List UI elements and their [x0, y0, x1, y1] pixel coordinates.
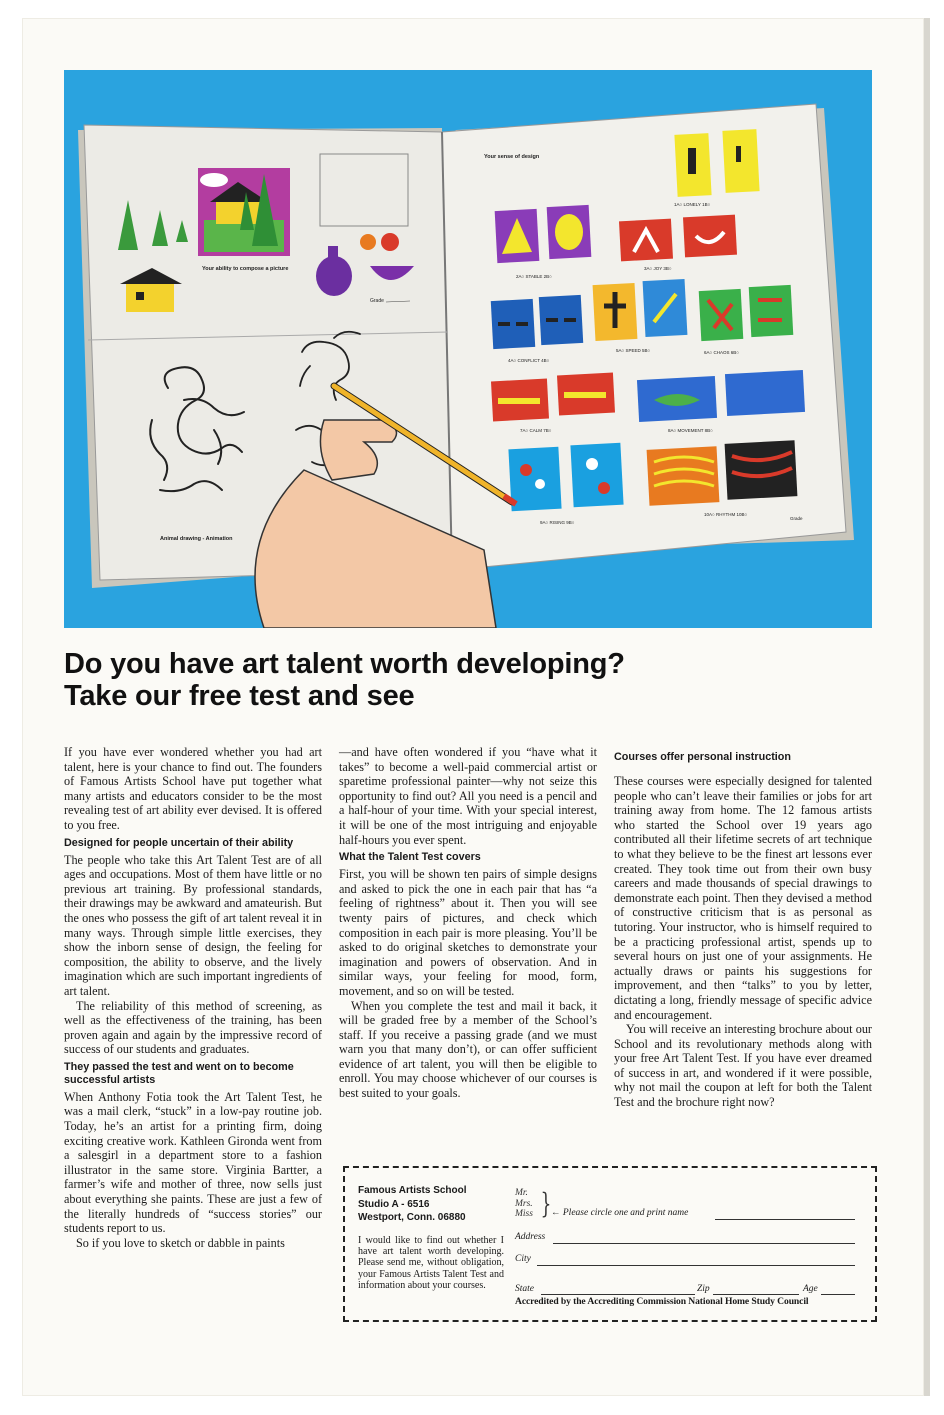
- label-conflict: 4A○ CONFLICT 4B○: [508, 358, 550, 363]
- open-book-drawing: [64, 70, 872, 628]
- state-label: State: [515, 1284, 534, 1294]
- paragraph: —and have often wondered if you “have what it takes” to become a well-paid commercial artist or sparetime professional painter—why not seize this opportunity to find out? All you need is a pencil and a half-hour of your time. With your special interest, it will be one of the most intriguing and enjoyable half-hours you ever spent.: [339, 745, 597, 847]
- paragraph: These courses were especially designed for talented people who can’t leave their families or jobs for art training away from home. The 12 famous artists who started the School over 19 years ago contributed all their lifetime secrets of art technique to what they believe to be the finest art lessons ever created. They took time out from their own busy careers and made thousands of special drawings to demonstrate each point. Then they devised a method of constructive criticism that is as personal as tutoring. Your instructor, who is himself required to be a practicing professional artist, spends up to several hours on just one of your assignments. He actually draws or paints his suggestions for improvement, and then “talks” to you by letter, dictating a long, friendly message of specific advice and encouragement.: [614, 774, 872, 1022]
- studio-number: Studio A - 6516: [358, 1198, 430, 1210]
- city-line[interactable]: [537, 1265, 855, 1266]
- title-mrs[interactable]: Mrs.: [515, 1198, 533, 1209]
- brace-icon: }: [540, 1187, 552, 1220]
- column-3: [614, 745, 872, 1110]
- right-grade-label: Grade: [790, 516, 803, 521]
- paragraph: You will receive an interesting brochure about our School and its revolutionary methods along with your free Art Talent Test. If you have ever dreamed of success in art, and wondered if it were possible, why not mail the coupon at left for both the Talent Test and the brochure right now?: [614, 1022, 872, 1110]
- label-movement: 8A○ MOVEMENT 8B○: [668, 428, 713, 433]
- design-caption: Your sense of design: [484, 154, 540, 160]
- column-2: [339, 745, 597, 1101]
- mail-in-coupon[interactable]: [343, 1166, 877, 1322]
- age-label: Age: [803, 1284, 818, 1294]
- section-heading-successful: They passed the test and went on to become successful artists: [64, 1060, 294, 1086]
- accreditation-note: Accredited by the Accrediting Commission National Home Study Council: [515, 1296, 809, 1307]
- paragraph: When Anthony Fotia took the Art Talent Test, he was a mail clerk, “stuck” in a low-pay routine job. Today, he’s an artist for a printing firm, doing exciting creative work. Kathleen Gironda went from a salesgirl in a department store to a fashion illustrator in the same store. Virginia Bartter, a farmer’s wife and mother of three, now sells just about everything she paints. These are just a few of the literally hundreds of “success stories” our students report to us.: [64, 1089, 322, 1236]
- label-stable: 2A○ STABLE 2B○: [516, 274, 552, 279]
- compose-caption: Your ability to compose a picture: [202, 266, 289, 272]
- intro-paragraph: If you have ever wondered whether you had art talent, here is your chance to find out. The founders of Famous Artists School have put together what many artists and educators consider to be the most revealing test of art ability ever devised. It is offered to you free.: [64, 745, 322, 832]
- paragraph: The people who take this Art Talent Test are of all ages and occupations. Most of them have little or no previous art training. By professional standards, their drawings may be awkward and amateurish. But the ones who possess the gift of art talent reveal it in many ways. Through simple little exercises, they show the inborn sense of design, the feeling for composition, the ability to observe, and the lively imagination which are such important ingredients of art talent.: [64, 852, 322, 998]
- section-heading-uncertain: Designed for people uncertain of their ability: [64, 836, 294, 849]
- zip-line[interactable]: [713, 1294, 799, 1295]
- label-rhythm: 10A○ RHYTHM 10B○: [704, 512, 748, 517]
- section-heading-test-covers: What the Talent Test covers: [339, 851, 481, 864]
- paragraph: The reliability of this method of screening, as well as the effectiveness of the training, has been proven again and again by the impressive record of success of our students and graduates.: [64, 998, 322, 1057]
- circle-instruction: ← Please circle one and print name: [551, 1208, 689, 1218]
- label-rising: 9A○ RISING 9B○: [540, 520, 575, 525]
- paragraph: So if you love to sketch or dabble in paints: [76, 1235, 285, 1250]
- zip-label: Zip: [697, 1284, 710, 1294]
- age-line[interactable]: [821, 1294, 855, 1295]
- label-calm: 7A○ CALM 7B○: [520, 428, 552, 433]
- headline: [64, 648, 884, 712]
- title-mr[interactable]: Mr.: [515, 1188, 528, 1198]
- animal-caption: Animal drawing - Animation: [160, 536, 233, 542]
- state-line[interactable]: [541, 1294, 695, 1295]
- section-heading-instruction: Courses offer personal instruction: [614, 751, 791, 763]
- label-lonely: 1A○ LONELY 1B○: [674, 202, 711, 207]
- school-name: Famous Artists School: [358, 1185, 467, 1196]
- column-1: [64, 745, 322, 1250]
- label-joy: 3A○ JOY 3B○: [644, 266, 672, 271]
- headline-line-2: Take our free test and see: [64, 680, 415, 712]
- school-city: Westport, Conn. 06880: [358, 1212, 466, 1223]
- coupon-request-text: I would like to find out whether I have art talent worth developing. Please send me, without obligation, your Famous Artists Talent Test and information about your courses.: [358, 1234, 504, 1292]
- label-speed: 5A○ SPEED 5B○: [616, 348, 651, 353]
- headline-line-1: Do you have art talent worth developing?: [64, 648, 625, 680]
- name-line[interactable]: [715, 1219, 855, 1220]
- paragraph: When you complete the test and mail it back, it will be graded free by a member of the School’s staff. If you receive a passing grade (and we must warn you that many don’t), or can offer sufficient evidence of art talent, you will then be eligible to enroll. You may choose whichever of our courses is best suited to your goals.: [339, 998, 597, 1101]
- title-miss[interactable]: Miss: [515, 1209, 533, 1219]
- city-label: City: [515, 1254, 531, 1264]
- address-line[interactable]: [553, 1243, 855, 1244]
- address-label: Address: [515, 1232, 546, 1242]
- left-grade-label: Grade: [370, 298, 384, 304]
- talent-test-illustration: [64, 70, 872, 628]
- label-chaos: 6A○ CHAOS 6B○: [704, 350, 739, 355]
- paragraph: First, you will be shown ten pairs of simple designs and asked to pick the one in each pair that has “a feeling of rightness” about it. Then you will see twenty pairs of pictures, and check which composition in each pair is more pleasing. You’ll be asked to do original sketches to demonstrate your imagination and powers of observation. And in similar ways, your feeling for mood, form, movement, and so on will be tested.: [339, 867, 597, 998]
- coupon-address-block: [358, 1184, 504, 1292]
